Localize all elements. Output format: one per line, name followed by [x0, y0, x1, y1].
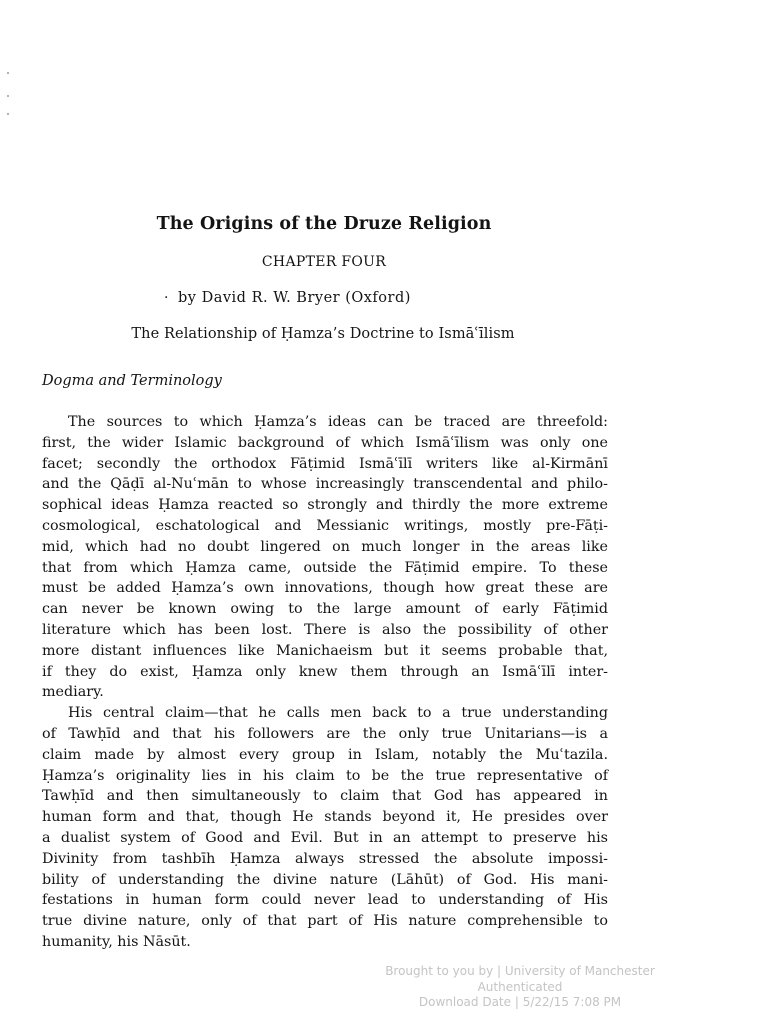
text-line: true divine nature, only of that part of His nature comprehensible to: [42, 913, 608, 930]
margin-mark: [7, 113, 9, 115]
text-line: cosmological, eschatological and Messianic writings, mostly pre-Fāṭi-: [42, 517, 608, 534]
text-line: sophical ideas Ḥamza reacted so strongly and thirdly the more extreme: [42, 497, 608, 514]
text-line: festations in human form could never lead to understanding of His: [42, 892, 608, 909]
text-line: humanity, his Nāsūt.: [42, 933, 191, 950]
text-line: Tawḥīd and then simultaneously to claim that God has appeared in: [42, 788, 608, 805]
body-text: [42, 412, 608, 953]
author-line: by David R. W. Bryer (Oxford): [178, 290, 411, 306]
text-line: mediary.: [42, 684, 104, 701]
bullet-mark: ·: [164, 290, 169, 306]
margin-mark: [7, 72, 9, 74]
text-line: literature which has been lost. There is also the possibility of other: [42, 621, 608, 638]
text-line: a dualist system of Good and Evil. But in an attempt to preserve his: [42, 829, 608, 846]
text-line: The sources to which Ḥamza’s ideas can be traced are threefold:: [68, 414, 608, 430]
text-line: Ḥamza’s originality lies in his claim to be the true representative of: [42, 767, 608, 784]
section-heading: Dogma and Terminology: [42, 373, 222, 389]
text-line: His central claim—that he calls men back to a true understanding: [68, 705, 608, 722]
watermark-line: Authenticated: [477, 979, 563, 994]
document-title: The Origins of the Druze Religion: [156, 214, 492, 234]
text-line: of Tawḥīd and that his followers are the only true Unitarians—is a: [42, 725, 608, 742]
text-line: and the Qāḍī al-Nuʿmān to whose increasingly transcendental and philo-: [42, 476, 608, 493]
text-line: must be added Ḥamza’s own innovations, though how great these are: [42, 580, 608, 597]
text-line: if they do exist, Ḥamza only knew them through an Ismāʿīlī inter-: [42, 663, 608, 680]
text-line: facet; secondly the orthodox Fāṭimid Ismāʿīlī writers like al-Kirmānī: [42, 455, 608, 472]
text-line: claim made by almost every group in Islam, notably the Muʿtazila.: [42, 746, 608, 763]
text-line: mid, which had no doubt lingered on much longer in the areas like: [42, 538, 608, 555]
text-line: more distant influences like Manichaeism but it seems probable that,: [42, 642, 608, 659]
text-line: bility of understanding the divine nature (Lāhūt) of God. His mani-: [42, 871, 608, 888]
margin-mark: [7, 95, 9, 97]
text-line: can never be known owing to the large amount of early Fāṭimid: [42, 601, 608, 618]
download-watermark: [370, 964, 670, 1011]
chapter-subtitle: The Relationship of Ḥamza’s Doctrine to Ismāʿīlism: [131, 326, 515, 342]
text-line: human form and that, though He stands beyond it, He presides over: [42, 809, 608, 826]
watermark-line: Brought to you by | University of Manchester: [385, 964, 655, 978]
text-line: first, the wider Islamic background of which Ismāʿīlism was only one: [42, 434, 608, 451]
watermark-line: Download Date | 5/22/15 7:08 PM: [418, 995, 622, 1009]
chapter-heading: CHAPTER FOUR: [261, 254, 387, 270]
text-line: that from which Ḥamza came, outside the Fāṭimid empire. To these: [42, 559, 608, 576]
text-line: Divinity from tashbīh Ḥamza always stressed the absolute impossi-: [42, 850, 608, 867]
